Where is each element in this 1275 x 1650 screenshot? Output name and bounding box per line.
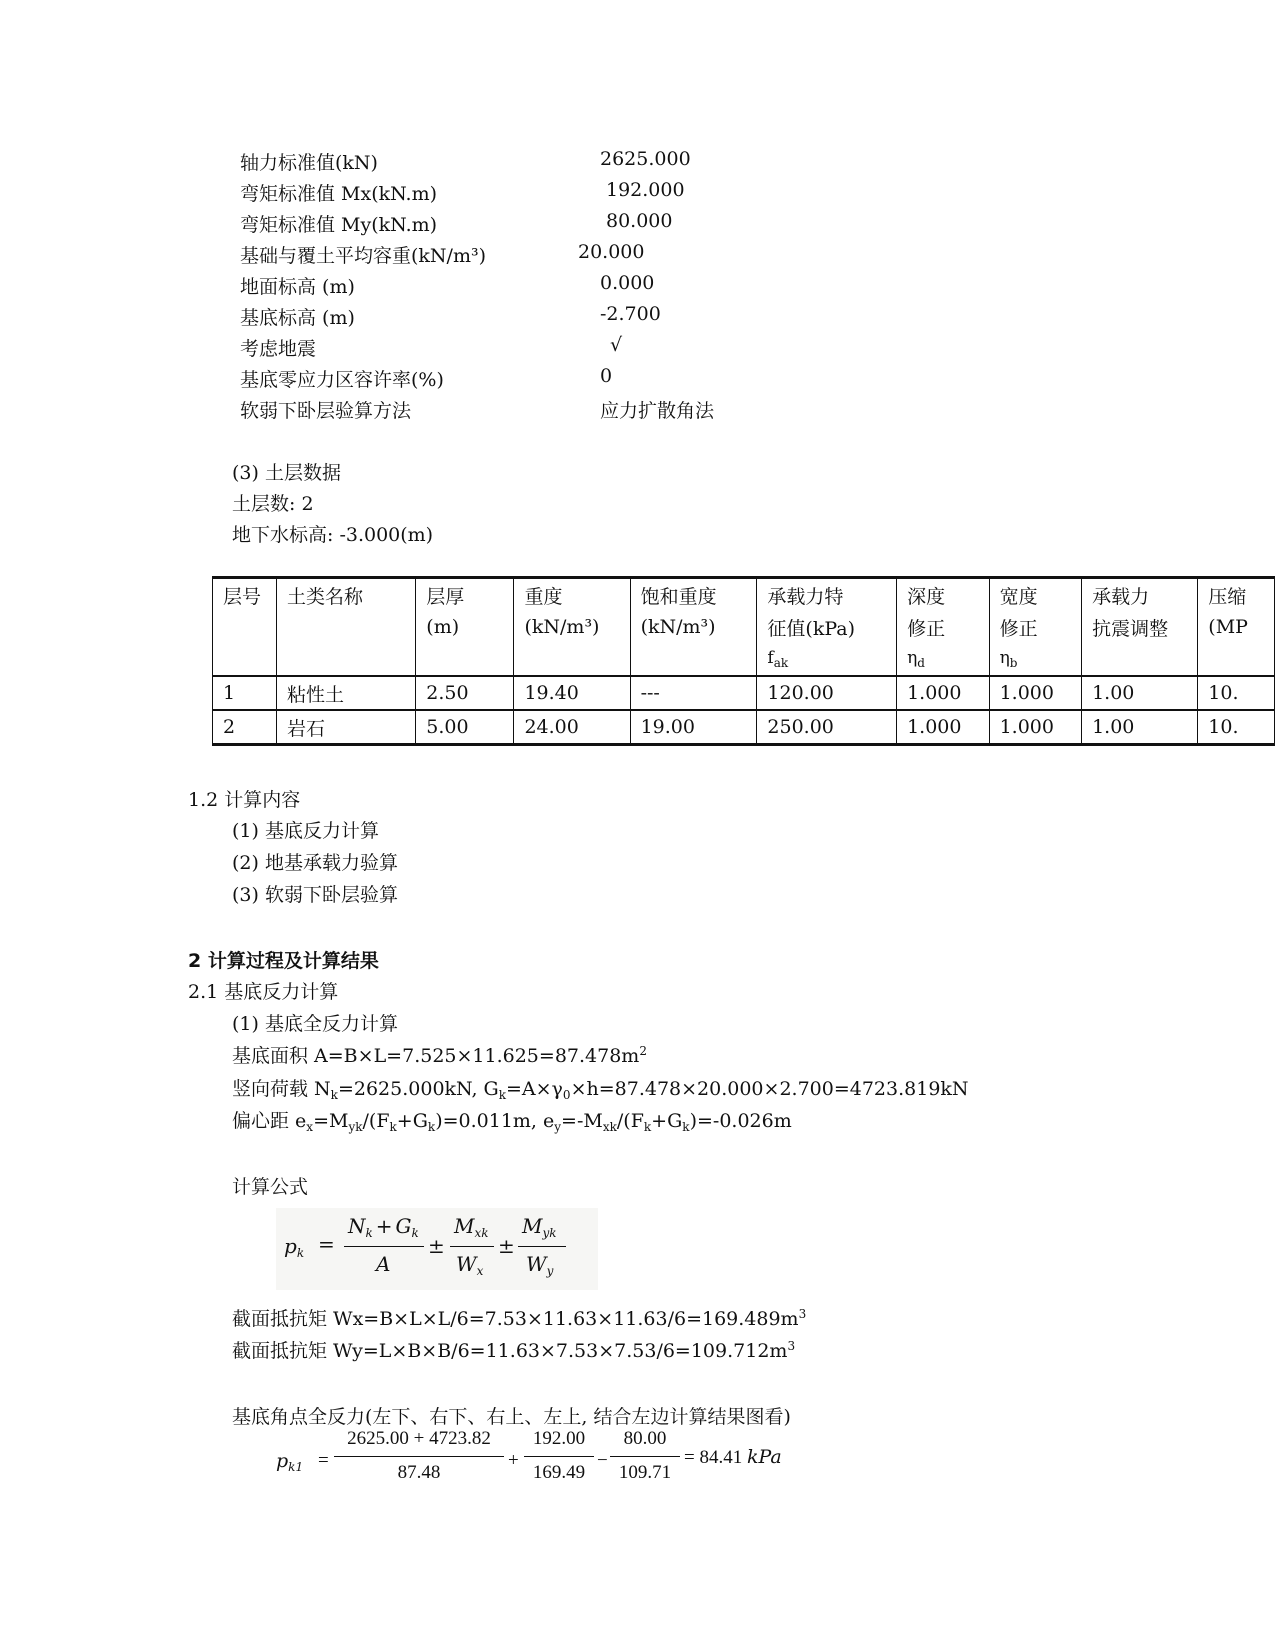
formula-denominator [526, 1252, 553, 1278]
header-layer-no: 层号 [213, 578, 277, 612]
table-cell: 1.00 [1082, 710, 1198, 745]
header-symbol-fak [757, 643, 897, 676]
header-cell [416, 643, 514, 676]
formula-numerator [348, 1214, 419, 1240]
pk1-num1: 2625.00 + 4723.82 [347, 1428, 491, 1449]
subscript: k [411, 1226, 419, 1240]
subscript: k [427, 1120, 436, 1134]
table-cell: 2.50 [416, 676, 514, 710]
text: =2625.000kN, G [337, 1078, 499, 1100]
header-seismic-adj: 承载力 [1082, 578, 1198, 612]
list-item: (3) 软弱下卧层验算 [232, 884, 398, 906]
symbol: + [375, 1214, 393, 1238]
subscript: 0 [562, 1088, 571, 1102]
param-value: √ [610, 334, 623, 356]
param-label: 软弱下卧层验算方法 [240, 400, 412, 422]
header-cell [213, 611, 277, 643]
subscript: y [546, 1264, 554, 1278]
symbol-sub: b [1009, 656, 1018, 670]
param-label: 基础与覆土平均容重(kN/m³) [240, 245, 486, 267]
header-cell [277, 643, 416, 676]
text: ×h=87.478×20.000×2.700=4723.819kN [570, 1078, 969, 1100]
fraction-bar [450, 1246, 494, 1247]
param-label: 基底标高 (m) [240, 307, 355, 329]
param-value: 80.000 [606, 210, 673, 232]
fraction-bar [518, 1246, 566, 1247]
symbol-eta: η [999, 648, 1010, 668]
header-unit-weight: 重度 [514, 578, 630, 612]
pk1-den2: 169.49 [532, 1462, 586, 1483]
corner-reaction-label: 基底角点全反力(左下、右下、右上、左上, 结合左边计算结果图看) [232, 1406, 791, 1428]
superscript: 3 [787, 1339, 796, 1353]
text: 竖向荷载 N [232, 1078, 331, 1100]
header-cell [630, 643, 757, 676]
header-cell: (m) [416, 611, 514, 643]
formula-eq: = [318, 1232, 335, 1256]
symbol: W [456, 1252, 477, 1276]
param-value: 20.000 [578, 241, 645, 263]
symbol-f: f [767, 648, 774, 668]
pk1-den3: 109.71 [618, 1462, 672, 1483]
subscript: x [306, 1120, 314, 1134]
text: +G [651, 1110, 683, 1132]
subscript: k [365, 1226, 373, 1240]
soil-layer-count: 土层数: 2 [232, 493, 314, 515]
header-symbol-eta-b [989, 643, 1081, 676]
subscript: k [682, 1120, 690, 1134]
text: 截面抵抗矩 Wy=L×B×B/6=11.63×7.53×7.53/6=109.712m [232, 1340, 788, 1362]
soil-water-level: 地下水标高: -3.000(m) [232, 524, 434, 546]
text: =-M [561, 1110, 603, 1132]
wx-line [232, 1304, 806, 1331]
table-row [213, 676, 1275, 710]
text: 偏心距 e [232, 1110, 307, 1132]
header-soil-name: 土类名称 [277, 578, 416, 612]
formula-pm: ± [428, 1234, 445, 1258]
pk1-den1: 87.48 [397, 1462, 441, 1483]
table-cell: 岩石 [277, 710, 416, 745]
pk1-op2: − [597, 1450, 608, 1471]
formula-denominator: A [376, 1252, 391, 1276]
param-label: 轴力标准值(kN) [240, 152, 378, 174]
fraction-bar [610, 1456, 680, 1457]
formula-lhs [284, 1234, 304, 1260]
formula-numerator [454, 1214, 489, 1240]
header-symbol-eta-d [897, 643, 989, 676]
header-cell: 修正 [897, 611, 989, 643]
subscript: x [476, 1264, 484, 1278]
formula-pm: ± [498, 1234, 515, 1258]
pk1-result [684, 1446, 782, 1469]
table-cell: 24.00 [514, 710, 630, 745]
table-cell: 1 [213, 676, 277, 710]
param-label: 考虑地震 [240, 338, 317, 360]
table-cell: 粘性土 [277, 676, 416, 710]
soil-heading: (3) 土层数据 [232, 462, 341, 484]
table-cell: 1.000 [897, 710, 989, 745]
base-area-text: 基底面积 A=B×L=7.525×11.625=87.478m [232, 1045, 640, 1067]
symbol: M [522, 1214, 543, 1238]
symbol-sub: d [917, 656, 925, 670]
symbol: M [454, 1214, 475, 1238]
soil-table [212, 576, 1275, 746]
param-value: -2.700 [600, 303, 661, 325]
pk1-eq: = [318, 1450, 329, 1471]
table-cell: 1.000 [897, 676, 989, 710]
text: 截面抵抗矩 Wx=B×L×L/6=7.53×11.63×11.63/6=169.489m [232, 1308, 799, 1330]
subscript: k [498, 1088, 506, 1102]
subscript: k [643, 1120, 652, 1134]
header-cell [514, 643, 630, 676]
text: )=0.011m, e [435, 1110, 555, 1132]
param-value: 0 [600, 365, 613, 387]
text: =M [313, 1110, 349, 1132]
list-item: (1) 基底反力计算 [232, 820, 379, 842]
table-cell: 5.00 [416, 710, 514, 745]
superscript: 2 [639, 1044, 647, 1058]
text: +G [396, 1110, 428, 1132]
symbol-sub: ak [773, 656, 789, 670]
param-value: 2625.000 [600, 148, 691, 170]
header-bearing: 承载力特 [757, 578, 897, 612]
table-cell: --- [630, 676, 757, 710]
param-value: 应力扩散角法 [600, 400, 715, 422]
header-compress: 压缩 [1198, 578, 1275, 612]
list-item: (2) 地基承载力验算 [232, 852, 398, 874]
symbol: W [526, 1252, 547, 1276]
section-2-1-title: 2.1 基底反力计算 [188, 981, 339, 1003]
table-cell: 10. [1198, 676, 1275, 710]
header-cell [213, 643, 277, 676]
formula-numerator [522, 1214, 557, 1240]
section-1-2-title: 1.2 计算内容 [188, 789, 301, 811]
table-cell: 19.40 [514, 676, 630, 710]
eccentricity-line [232, 1106, 792, 1134]
fraction-bar [344, 1246, 424, 1247]
fraction-bar [524, 1456, 594, 1457]
wy-line [232, 1336, 795, 1363]
symbol: p [284, 1234, 297, 1258]
formula-label: 计算公式 [232, 1176, 309, 1198]
text: )=-0.026m [689, 1110, 792, 1132]
param-value: 0.000 [600, 272, 655, 294]
param-label: 基底零应力区容许率(%) [240, 369, 444, 391]
header-cell: 抗震调整 [1082, 611, 1198, 643]
table-cell: 10. [1198, 710, 1275, 745]
subsection-item: (1) 基底全反力计算 [232, 1013, 398, 1035]
table-row [213, 710, 1275, 745]
header-cell [1198, 643, 1275, 676]
header-thickness: 层厚 [416, 578, 514, 612]
pk1-num3: 80.00 [623, 1428, 667, 1449]
symbol: p [276, 1450, 289, 1472]
fraction-bar [334, 1456, 504, 1457]
subscript: yk [542, 1226, 557, 1240]
header-depth-corr: 深度 [897, 578, 989, 612]
header-cell [277, 611, 416, 643]
subscript: yk [348, 1120, 363, 1134]
formula-denominator [456, 1252, 483, 1278]
subscript: k [330, 1088, 338, 1102]
symbol-eta: η [907, 648, 918, 668]
table-cell: 1.000 [989, 710, 1081, 745]
table-cell: 1.000 [989, 676, 1081, 710]
pk1-lhs [276, 1450, 303, 1474]
result-unit: kPa [746, 1446, 782, 1468]
subscript: y [554, 1120, 562, 1134]
pk1-op1: + [508, 1450, 519, 1471]
header-cell: (kN/m³) [630, 611, 757, 643]
param-value: 192.000 [606, 179, 685, 201]
subscript: k [389, 1120, 397, 1134]
header-cell: 修正 [989, 611, 1081, 643]
header-width-corr: 宽度 [989, 578, 1081, 612]
param-label: 弯矩标准值 Mx(kN.m) [240, 183, 438, 205]
param-label: 弯矩标准值 My(kN.m) [240, 214, 438, 236]
subscript: k [296, 1246, 305, 1260]
vertical-load-line [232, 1074, 969, 1102]
symbol: G [395, 1214, 412, 1238]
table-cell: 250.00 [757, 710, 897, 745]
table-cell: 1.00 [1082, 676, 1198, 710]
subscript: k1 [288, 1460, 304, 1474]
soil-table-clip [0, 570, 1275, 750]
header-cell [1082, 643, 1198, 676]
formula-image [276, 1208, 598, 1290]
table-cell: 2 [213, 710, 277, 745]
text: /(F [362, 1110, 390, 1132]
table-cell: 19.00 [630, 710, 757, 745]
base-area-line [232, 1041, 647, 1068]
header-cell: (MP [1198, 611, 1275, 643]
section-2-title: 2 计算过程及计算结果 [188, 950, 379, 972]
header-cell: 征值(kPa) [757, 611, 897, 643]
superscript: 3 [798, 1307, 807, 1321]
pk1-num2: 192.00 [532, 1428, 586, 1449]
result-value: = 84.41 [684, 1447, 743, 1468]
header-cell: (kN/m³) [514, 611, 630, 643]
text: /(F [616, 1110, 644, 1132]
param-label: 地面标高 (m) [240, 276, 355, 298]
subscript: xk [474, 1226, 489, 1240]
subscript: xk [602, 1120, 617, 1134]
text: =A×γ [506, 1078, 563, 1100]
table-cell: 120.00 [757, 676, 897, 710]
header-sat-weight: 饱和重度 [630, 578, 757, 612]
symbol: N [348, 1214, 366, 1238]
